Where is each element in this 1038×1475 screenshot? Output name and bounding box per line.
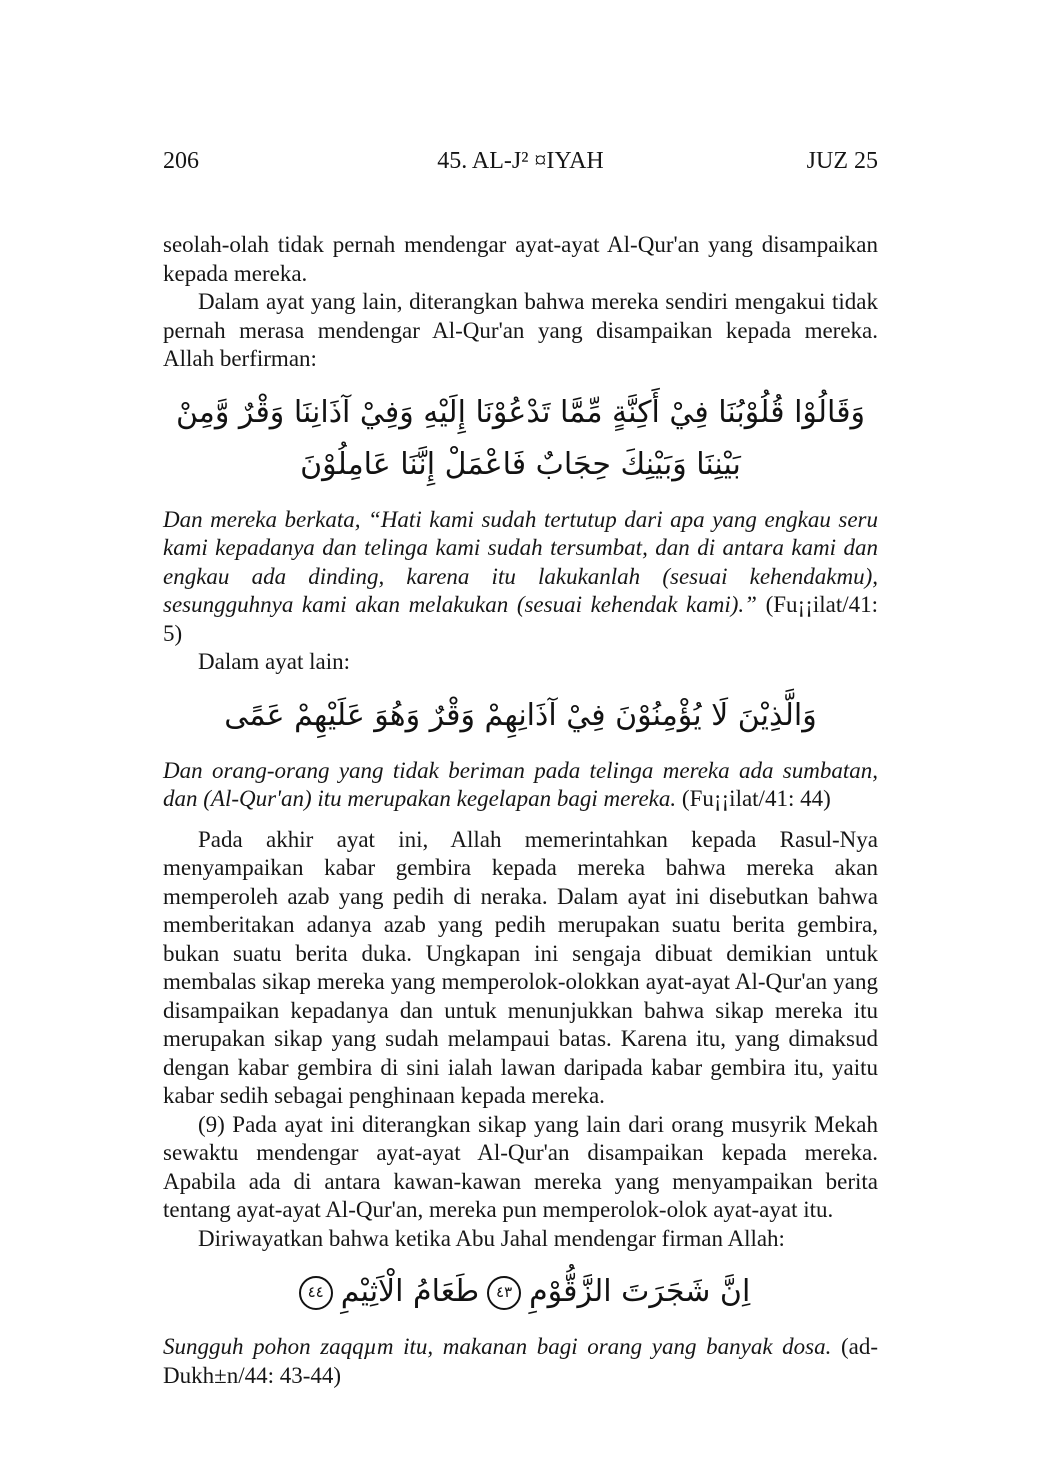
paragraph-dalam-ayat-lain: Dalam ayat lain:	[198, 649, 350, 674]
translation-text: Dan mereka berkata, “Hati kami sudah tertutup dari apa yang engkau seru kami kepadanya dan telinga kami sudah tersumbat, dan di antara kami dan engkau ada dinding, karena itu lakukanlah (sesuai kehendakmu), sesungguhnya kami akan melakukan (sesuai kehendak kami).”	[163, 506, 878, 617]
quran-verse-arabic-3	[163, 1266, 878, 1318]
paragraph-pada-akhir: Pada akhir ayat ini, Allah memerintahkan kepada Rasul-Nya menyampaikan kabar gembira kepada mereka bahwa mereka akan memperoleh azab yang pedih di neraka. Dalam ayat ini disebutkan bahwa memberitakan adanya azab yang pedih merupakan suatu berita gembira, bukan suatu berita duka. Ungkapan ini sengaja dibuat demikian untuk membalas sikap mereka yang memperolok-olokkan ayat-ayat Al-Qur'an yang disampaikan kepadanya dan untuk menunjukkan bahwa sikap mereka itu merupakan sikap yang sudah melampaui batas. Karena itu, yang dimaksud dengan kabar gembira di sini ialah lawan daripada kabar gembira itu, yaitu kabar sedih sebagai penghinaan kepada mereka.	[163, 826, 878, 1108]
arabic-text: وَقَالُوْا قُلُوْبُنَا فِيْ أَكِنَّةٍ مِّمَّا تَدْعُوْنَا إِلَيْهِ وَفِيْ آذَانِنَا وَقْرٌ وَّمِنْ بَيْنِنَا وَبَيْنِكَ حِجَابٌ فَاعْمَلْ إِنَّنَا عَامِلُوْنَ	[175, 394, 866, 482]
translation-text: Sungguh pohon zaqqµm itu, makanan bagi orang yang banyak dosa.	[163, 1334, 832, 1359]
paragraph-ayat-9: (9) Pada ayat ini diterangkan sikap yang lain dari orang musyrik Mekah sewaktu mendengar ayat-ayat Al-Qur'an disampaikan kepada mereka. Apabila ada di antara kawan-kawan mereka yang menyampaikan berita tentang ayat-ayat Al-Qur'an, mereka pun memperolok-olok ayat-ayat itu.	[163, 1111, 878, 1222]
verse-translation-2	[163, 757, 878, 814]
page-header	[163, 147, 878, 175]
verse-translation-1	[163, 506, 878, 649]
page-number: 206	[163, 148, 199, 174]
chapter-title: 45. AL-J² ¤IYAH	[437, 148, 604, 174]
verse-reference-3: (ad-Dukh±n/44: 43-44)	[163, 1334, 879, 1388]
arabic-text: طَعَامُ الْاَثِيْمِ	[340, 1274, 480, 1309]
ayah-number-badge-44: ٤٤	[299, 1276, 333, 1310]
paragraph-dalam-ayat-yang-lain: Dalam ayat yang lain, diterangkan bahwa mereka sendiri mengakui tidak pernah merasa mendengar Al-Qur'an yang disampaikan kepada mereka. Allah berfirman:	[163, 289, 878, 371]
arabic-text: وَالَّذِيْنَ لَا يُؤْمِنُوْنَ فِيْ آذَانِهِمْ وَقْرٌ وَهُوَ عَلَيْهِمْ عَمًى	[224, 697, 817, 733]
arabic-text: اِنَّ شَجَرَتَ الزَّقُّوْمِ	[529, 1274, 751, 1309]
quran-verse-arabic-2	[163, 690, 878, 742]
paragraph-diriwayatkan: Diriwayatkan bahwa ketika Abu Jahal mendengar firman Allah:	[198, 1225, 785, 1251]
juz-label: JUZ 25	[806, 148, 878, 174]
verse-translation-3	[163, 1333, 878, 1390]
ayah-number-badge-43: ٤٣	[487, 1276, 521, 1310]
translation-text: Dan orang-orang yang tidak beriman pada telinga mereka ada sumbatan, dan (Al-Qur'an) itu merupakan kegelapan bagi mereka.	[163, 757, 878, 811]
quran-verse-arabic-1	[163, 387, 878, 491]
paragraph-intro: seolah-olah tidak pernah mendengar ayat-ayat Al-Qur'an yang disampaikan kepada mereka.	[163, 232, 878, 286]
verse-reference-1: (Fu¡¡ilat/41: 5)	[163, 592, 879, 646]
verse-reference-2: (Fu¡¡ilat/41: 44)	[681, 786, 831, 811]
